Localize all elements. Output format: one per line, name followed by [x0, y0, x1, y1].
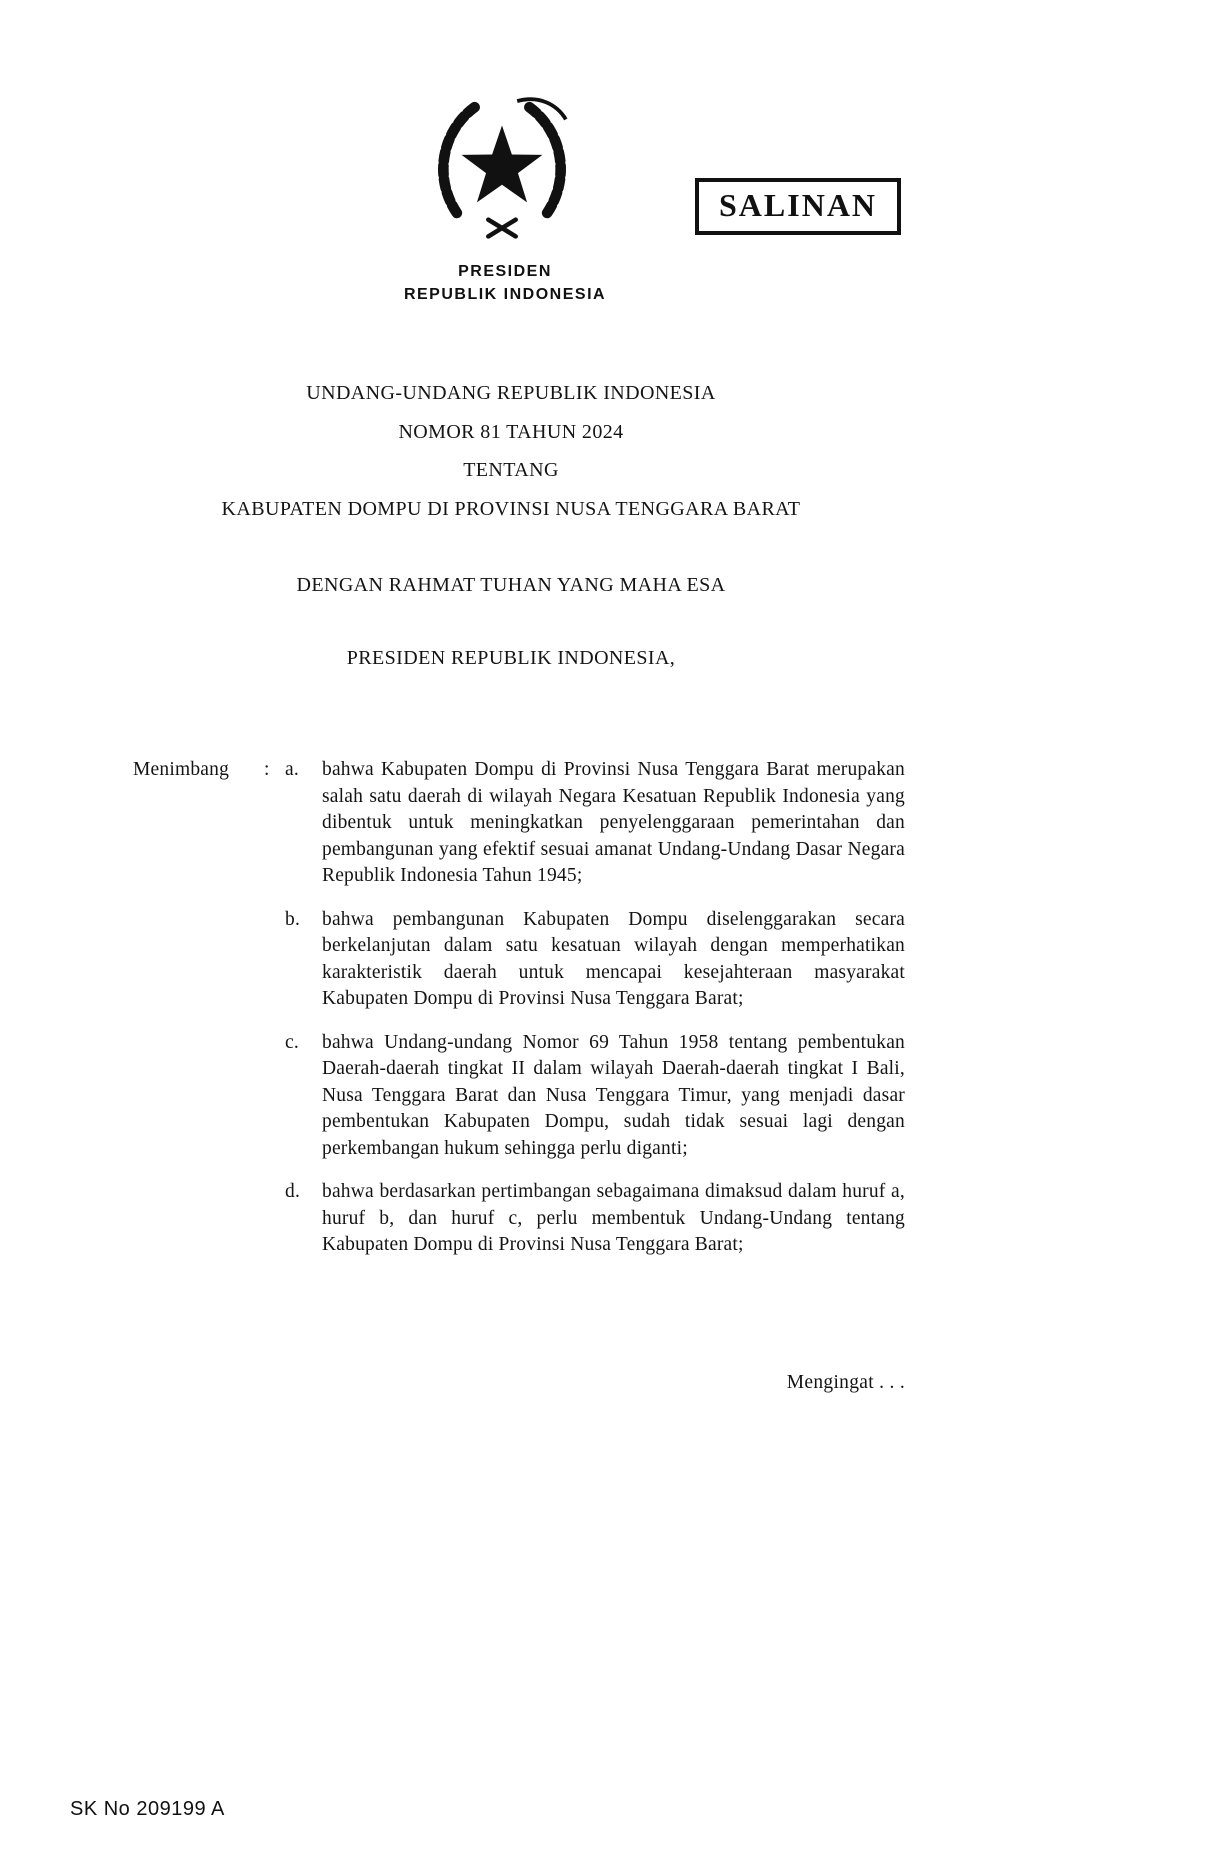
considerations-label: Menimbang: [133, 759, 230, 780]
title-line-1: UNDANG-UNDANG REPUBLIK INDONESIA: [306, 382, 716, 404]
consideration-letter: a.: [285, 759, 299, 780]
presidential-seal-icon: [426, 92, 578, 244]
document-control-number: SK No 209199 A: [70, 1798, 225, 1820]
continuation-catchword: Mengingat . . .: [786, 1372, 905, 1393]
consideration-text: bahwa pembangunan Kabupaten Dompu diselenggarakan secara berkelanjutan dalam satu kesatuan wilayah dengan memperhatikan karakteristik daerah untuk mencapai kesejahteraan masyarakat Kabupaten Dompu di Provinsi Nusa Tenggara Barat;: [322, 908, 905, 1009]
consideration-text: bahwa Undang-undang Nomor 69 Tahun 1958 tentang pembentukan Daerah-daerah tingkat II dalam wilayah Daerah-daerah tingkat I Bali, Nusa Tenggara Barat dan Nusa Tenggara Timur, yang menjadi dasar pembentukan Kabupaten Dompu, sudah tidak sesuai lagi dengan perkembangan hukum sehingga perlu diganti;: [322, 1031, 905, 1159]
considerations-section: [133, 757, 905, 1259]
consideration-letter: c.: [285, 1031, 299, 1053]
consideration-item-c: [285, 1030, 905, 1163]
letterhead: [0, 260, 1010, 306]
document-title: [0, 374, 1022, 528]
title-line-3: TENTANG: [463, 459, 559, 481]
title-line-2: NOMOR 81 TAHUN 2024: [398, 420, 624, 443]
letterhead-line-presiden: PRESIDEN: [458, 263, 552, 280]
consideration-text: bahwa berdasarkan pertimbangan sebagaimana dimaksud dalam huruf a, huruf b, dan huruf c, perlu membentuk Undang-Undang tentang Kabupaten Dompu di Provinsi Nusa Tenggara Barat;: [322, 1181, 905, 1255]
salinan-stamp-label: SALINAN: [719, 187, 878, 223]
salinan-stamp: [695, 178, 901, 235]
presidential-seal: [422, 92, 582, 244]
consideration-letter: b.: [285, 908, 301, 930]
preamble-authority: PRESIDEN REPUBLIK INDONESIA,: [346, 647, 676, 669]
consideration-item-b: [285, 907, 905, 1013]
consideration-item-a: [285, 757, 905, 890]
considerations-colon: :: [264, 759, 270, 780]
considerations-list: [285, 757, 905, 1259]
letterhead-line-republik: REPUBLIK INDONESIA: [403, 286, 607, 303]
consideration-text: bahwa Kabupaten Dompu di Provinsi Nusa Tenggara Barat merupakan salah satu daerah di wilayah Negara Kesatuan Republik Indonesia yang dibentuk untuk meningkatkan penyelenggaraan pemerintahan dan pembangunan yang efektif sesuai amanat Undang-Undang Dasar Negara Republik Indonesia Tahun 1945;: [322, 759, 905, 886]
consideration-letter: d.: [285, 1181, 301, 1202]
consideration-item-d: [285, 1179, 905, 1259]
title-line-4: KABUPATEN DOMPU DI PROVINSI NUSA TENGGARA BARAT: [221, 497, 801, 520]
preamble-motto: DENGAN RAHMAT TUHAN YANG MAHA ESA: [296, 574, 726, 596]
